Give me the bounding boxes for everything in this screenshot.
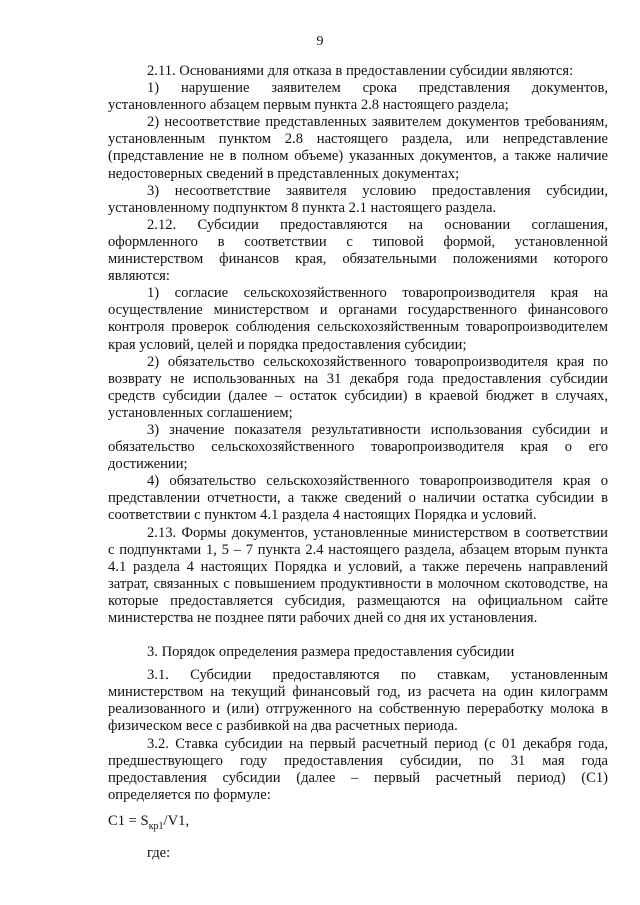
document-body [108,63,608,862]
page-number: 9 [316,34,324,49]
formula-rhs: /V1, [163,812,190,829]
paragraph-2-12-item-4: 4) обязательство сельскохозяйственного товаропроизводителя края о представлении отчетности, а также сведений о наличии остатка субсидии в соответствии с пунктом 4.1 раздела 4 настоящих Порядка и условий. [108,473,608,524]
paragraph-2-11-item-1: 1) нарушение заявителем срока представления документов, установленного абзацем первым пункта 2.8 настоящего раздела; [108,80,608,114]
paragraph-3-1: 3.1. Субсидии предоставляются по ставкам, установленным министерством на текущий финансовый год, из расчета на один килограмм реализованного и (или) отгруженного на собственную переработку молока в физическом весе с разбивкой на два расчетных периода. [108,667,608,735]
paragraph-2-12-item-2: 2) обязательство сельскохозяйственного товаропроизводителя края по возврату не использованных на 31 декабря года предоставления субсидии средств субсидии (далее – остаток субсидии) в краевой бюджет в случаях, установленных соглашением; [108,353,608,421]
paragraph-2-11-item-2: 2) несоответствие представленных заявителем документов требованиям, установленным пунктом 2.8 настоящего раздела, или непредставление (представление не в полном объеме) указанных документов, а также наличие недостоверных сведений в представленных документах; [108,114,608,182]
paragraph-3-2: 3.2. Ставка субсидии на первый расчетный период (с 01 декабря года, предшествующего году предоставления субсидии, по 31 мая года предоставления субсидии (далее – первый расчетный период) (С1) определяется по формуле: [108,735,608,803]
where-label: где: [147,844,171,861]
formula-lhs: С1 = S [108,812,149,829]
section-3-heading: 3. Порядок определения размера предоставления субсидии [147,644,515,661]
formula [108,813,608,835]
paragraph-2-12: 2.12. Субсидии предоставляются на основании соглашения, оформленного в соответствии с типовой формой, установленной министерством финансов края, обязательными положениями которого являются: [108,216,608,285]
paragraph-2-12-item-3: 3) значение показателя результативности использования субсидии и обязательство сельскохозяйственного товаропроизводителя края о его достижении; [108,421,608,473]
formula-subscript: кр1 [148,820,164,832]
paragraph-2-11: 2.11. Основаниями для отказа в предоставлении субсидии являются: [147,63,574,79]
paragraph-2-11-item-3: 3) несоответствие заявителя условию предоставления субсидии, установленному подпунктом 8 пункта 2.1 настоящего раздела. [108,182,608,216]
paragraph-2-13: 2.13. Формы документов, установленные министерством в соответствии с подпунктами 1, 5 – 7 пункта 2.4 настоящего раздела, абзацем вторым пункта 4.1 раздела 4 настоящих Порядка и условий, а также перечень направлений затрат, связанных с повышением продуктивности в молочном скотоводстве, на которые предоставляется субсидия, размещаются на официальном сайте министерства не позднее пяти рабочих дней со дня их установления. [108,524,608,626]
paragraph-2-12-item-1: 1) согласие сельскохозяйственного товаропроизводителя края на осуществление министерством и органами государственного финансового контроля проверок соблюдения сельскохозяйственным товаропроизводителем края условий, целей и порядка предоставления субсидии; [108,285,608,353]
